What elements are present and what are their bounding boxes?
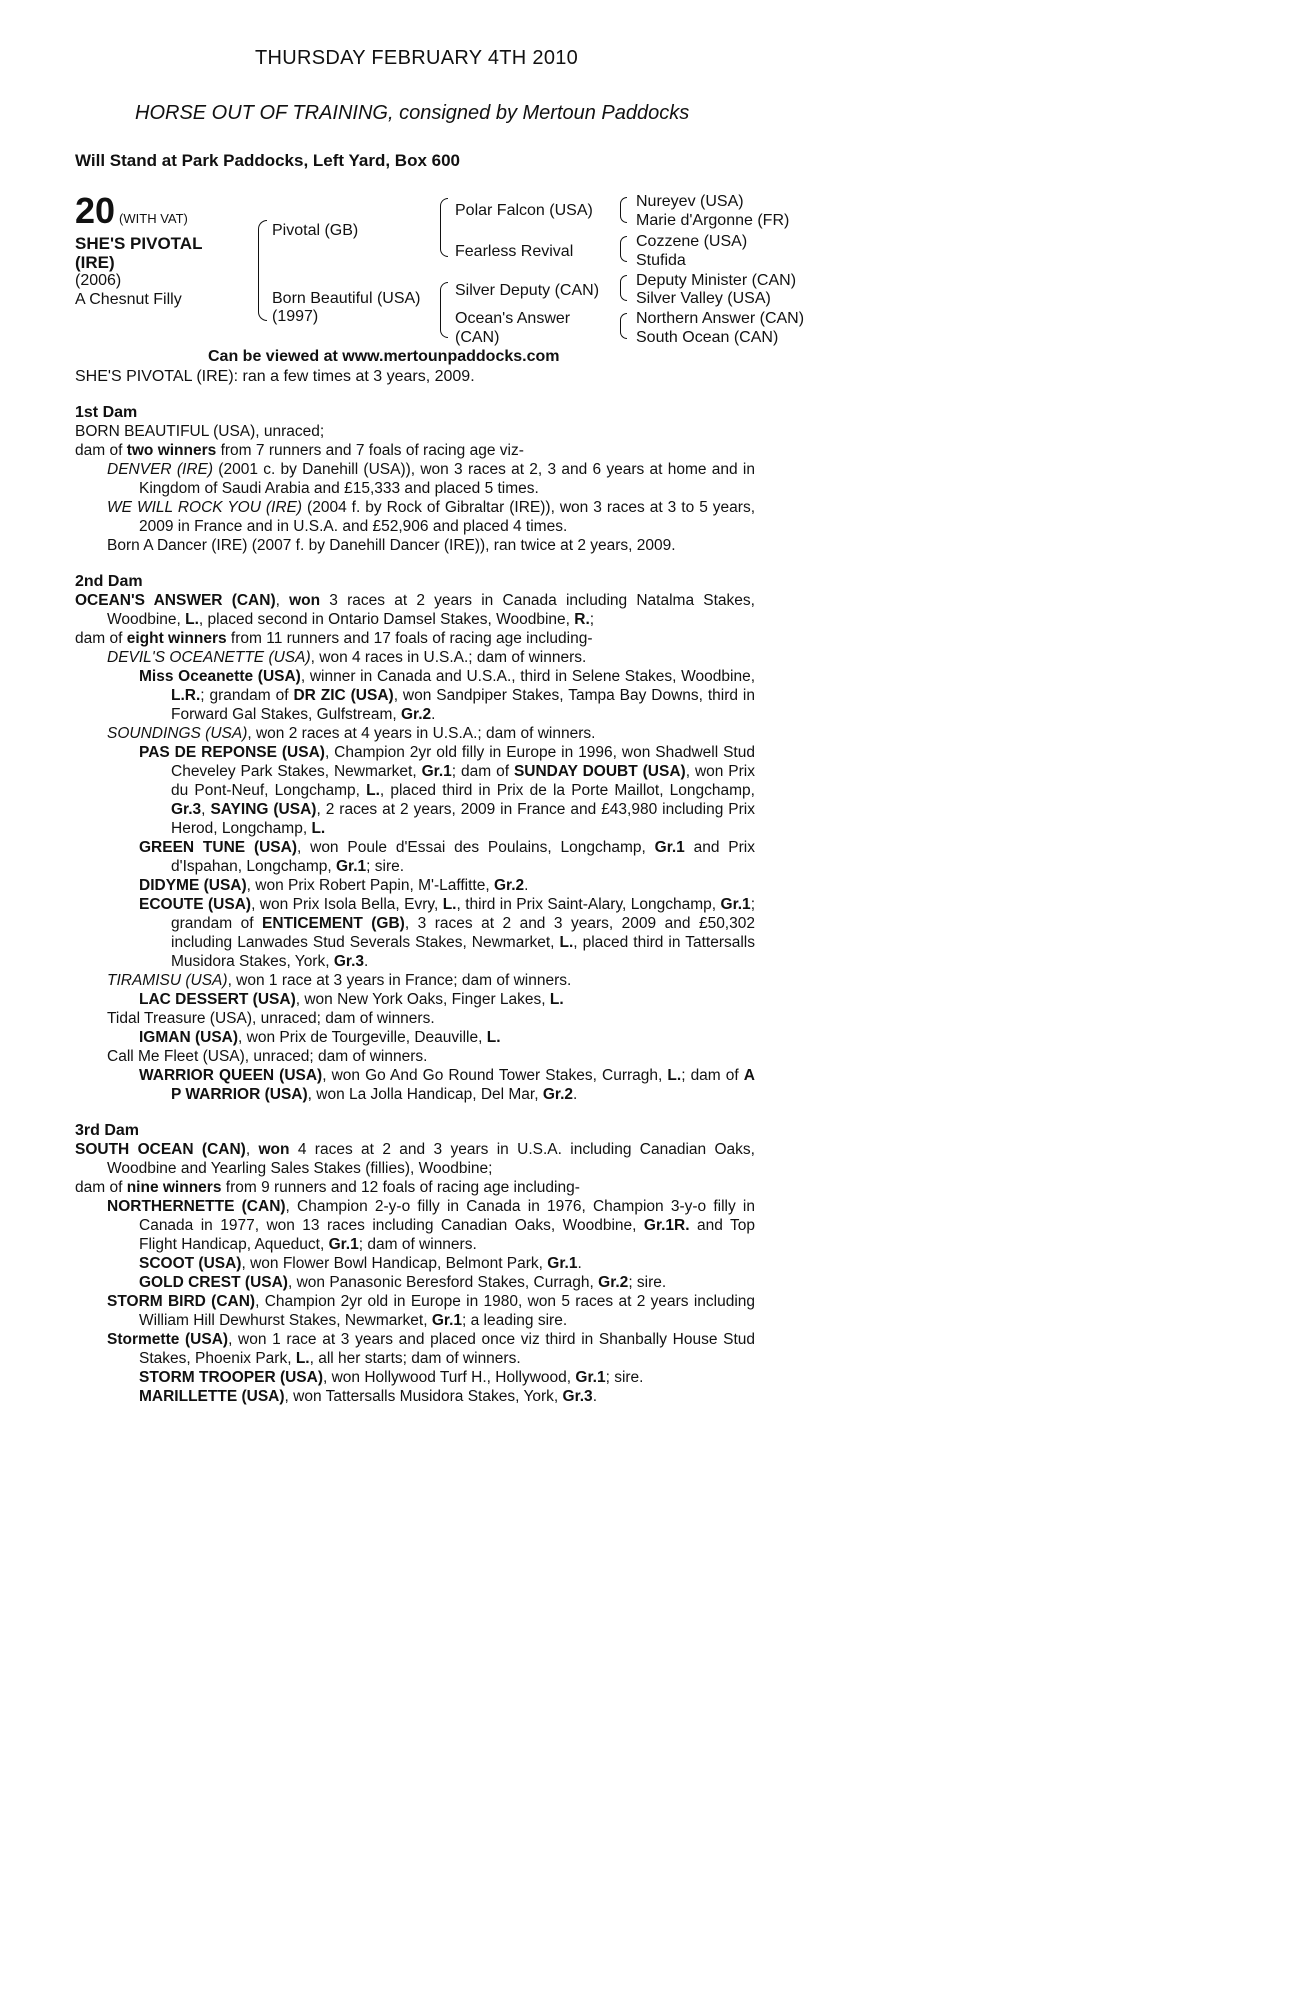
consignment-title: HORSE OUT OF TRAINING, consigned by Mertoun Paddocks [135,102,690,124]
descendant-entry: ECOUTE (USA), won Prix Isola Bella, Evry, L., third in Prix Saint-Alary, Longchamp, Gr.1; grandam of ENTICEMENT (GB), 3 races at 2 and 3 years, 2009 and £50,302 including Lanwades Stud Severals Stakes, Newmarket, L., placed third in Tattersalls Musidora Stakes, York, Gr.3. [139,896,755,970]
descendant-entry: DIDYME (USA), won Prix Robert Papin, M'-Laffitte, Gr.2. [139,877,529,894]
descendant-entry: LAC DESSERT (USA), won New York Oaks, Finger Lakes, L. [139,991,564,1008]
descendant-entry: GREEN TUNE (USA), won Poule d'Essai des Poulains, Longchamp, Gr.1 and Prix d'Ispahan, Longchamp, Gr.1; sire. [139,839,755,875]
descendant-entry: PAS DE REPONSE (USA), Champion 2yr old filly in Europe in 1996, won Shadwell Stud Cheveley Park Stakes, Newmarket, Gr.1; dam of SUNDAY DOUBT (USA), won Prix du Pont-Neuf, Longchamp, L., placed third in Prix de la Porte Maillot, Longchamp, Gr.3, SAYING (USA), 2 races at 2 years, 2009 in France and £43,980 including Prix Herod, Longchamp, L. [139,744,755,837]
descendant-entry: SCOOT (USA), won Flower Bowl Handicap, Belmont Park, Gr.1. [139,1255,582,1272]
pedigree-sire-dam: Fearless Revival [455,243,574,260]
first-dam-name: BORN BEAUTIFUL (USA), unraced; [75,423,325,440]
descendant-entry: WARRIOR QUEEN (USA), won Go And Go Round Tower Stakes, Curragh, L.; dam of A P WARRIOR (USA), won La Jolla Handicap, Del Mar, Gr.2. [139,1067,755,1103]
family-details [75,403,755,1406]
pedigree-sire: Pivotal (GB) [272,222,359,239]
race-record: SHE'S PIVOTAL (IRE): ran a few times at 3 years, 2009. [75,368,475,385]
descendant-entry: MARILLETTE (USA), won Tattersalls Musidora Stakes, York, Gr.3. [139,1388,597,1405]
pedigree-dam-dam-country: (CAN) [455,329,500,346]
first-dam-summary: dam of two winners from 7 runners and 7 foals of racing age viz- [75,442,524,459]
lot-number-block [75,190,188,231]
horse-name: SHE'S PIVOTAL (IRE) [75,234,203,272]
sale-date: THURSDAY FEBRUARY 4TH 2010 [255,47,579,69]
pedigree-g7: Northern Answer (CAN) [636,310,805,327]
progeny-entry: Tidal Treasure (USA), unraced; dam of winners. [107,1010,435,1027]
pedigree-brace-sire [440,198,448,257]
second-dam-summary: dam of eight winners from 11 runners and 17 foals of racing age including- [75,630,593,647]
pedigree-g1: Nureyev (USA) [636,193,744,210]
pedigree-g4: Stufida [636,252,686,269]
third-dam-heading: 3rd Dam [75,1122,140,1139]
pedigree-brace-g78 [620,313,627,339]
third-dam-name: SOUTH OCEAN (CAN), won 4 races at 2 and 3 years in U.S.A. including Canadian Oaks, Woodbine and Yearling Sales Stakes (fillies), Woodbine; [75,1141,755,1177]
progeny-entry: DENVER (IRE) (2001 c. by Danehill (USA)), won 3 races at 2, 3 and 6 years at home and in Kingdom of Saudi Arabia and £15,333 and placed 5 times. [107,461,755,497]
pedigree-g8: South Ocean (CAN) [636,329,779,346]
pedigree-dam: Born Beautiful (USA) [272,290,421,307]
pedigree-brace-dam [440,282,448,338]
pedigree-brace-g56 [620,275,627,301]
progeny-entry: Born A Dancer (IRE) (2007 f. by Danehill Dancer (IRE)), ran twice at 2 years, 2009. [107,537,676,554]
descendant-entry: GOLD CREST (USA), won Panasonic Beresford Stakes, Curragh, Gr.2; sire. [139,1274,667,1291]
pedigree-brace-g34 [620,236,627,262]
progeny-entry: STORM BIRD (CAN), Champion 2yr old in Europe in 1980, won 5 races at 2 years including William Hill Dewhurst Stakes, Newmarket, Gr.1; a leading sire. [107,1293,756,1329]
viewing-note: Can be viewed at www.mertounpaddocks.com [208,348,560,365]
horse-year: (2006) [75,272,122,289]
pedigree-brace-main [258,220,267,321]
pedigree-g6: Silver Valley (USA) [636,290,771,307]
vat-note: (WITH VAT) [119,211,188,226]
pedigree-g3: Cozzene (USA) [636,233,748,250]
pedigree-brace-g12 [620,197,627,223]
second-dam-name: OCEAN'S ANSWER (CAN), won 3 races at 2 years in Canada including Natalma Stakes, Woodbine, L., placed second in Ontario Damsel Stakes, Woodbine, R.; [75,592,755,628]
progeny-entry: Stormette (USA), won 1 race at 3 years and placed once viz third in Shanbally House Stud Stakes, Phoenix Park, L., all her starts; dam of winners. [107,1331,755,1367]
pedigree-g2: Marie d'Argonne (FR) [636,212,790,229]
progeny-entry: Call Me Fleet (USA), unraced; dam of winners. [107,1048,428,1065]
progeny-entry: DEVIL'S OCEANETTE (USA), won 4 races in U.S.A.; dam of winners. [107,649,587,666]
pedigree-dam-dam: Ocean's Answer [455,310,571,327]
pedigree-dam-year: (1997) [272,308,319,325]
descendant-entry: STORM TROOPER (USA), won Hollywood Turf H., Hollywood, Gr.1; sire. [139,1369,644,1386]
progeny-entry: TIRAMISU (USA), won 1 race at 3 years in France; dam of winners. [107,972,572,989]
descendant-entry: Miss Oceanette (USA), winner in Canada and U.S.A., third in Selene Stakes, Woodbine, L.R.; grandam of DR ZIC (USA), won Sandpiper Stakes, Tampa Bay Downs, third in Forward Gal Stakes, Gulfstream, Gr.2. [139,668,755,723]
third-dam-summary: dam of nine winners from 9 runners and 12 foals of racing age including- [75,1179,580,1196]
first-dam-heading: 1st Dam [75,404,138,421]
progeny-entry: WE WILL ROCK YOU (IRE) (2004 f. by Rock of Gibraltar (IRE)), won 3 races at 3 to 5 years, 2009 in France and in U.S.A. and £52,906 and placed 4 times. [107,499,756,535]
pedigree-dam-sire: Silver Deputy (CAN) [455,282,600,299]
lot-number: 20 [75,190,116,231]
progeny-entry: NORTHERNETTE (CAN), Champion 2-y-o filly in Canada in 1976, Champion 3-y-o filly in Canada in 1977, won 13 races including Canadian Oaks, Woodbine, Gr.1R. and Top Flight Handicap, Aqueduct, Gr.1; dam of winners. [107,1198,755,1253]
pedigree-g5: Deputy Minister (CAN) [636,272,797,289]
second-dam-heading: 2nd Dam [75,573,143,590]
pedigree-sire-sire: Polar Falcon (USA) [455,202,593,219]
progeny-entry: SOUNDINGS (USA), won 2 races at 4 years in U.S.A.; dam of winners. [107,725,596,742]
descendant-entry: IGMAN (USA), won Prix de Tourgeville, Deauville, L. [139,1029,501,1046]
horse-description: A Chesnut Filly [75,291,182,308]
stand-location: Will Stand at Park Paddocks, Left Yard, Box 600 [75,151,460,170]
